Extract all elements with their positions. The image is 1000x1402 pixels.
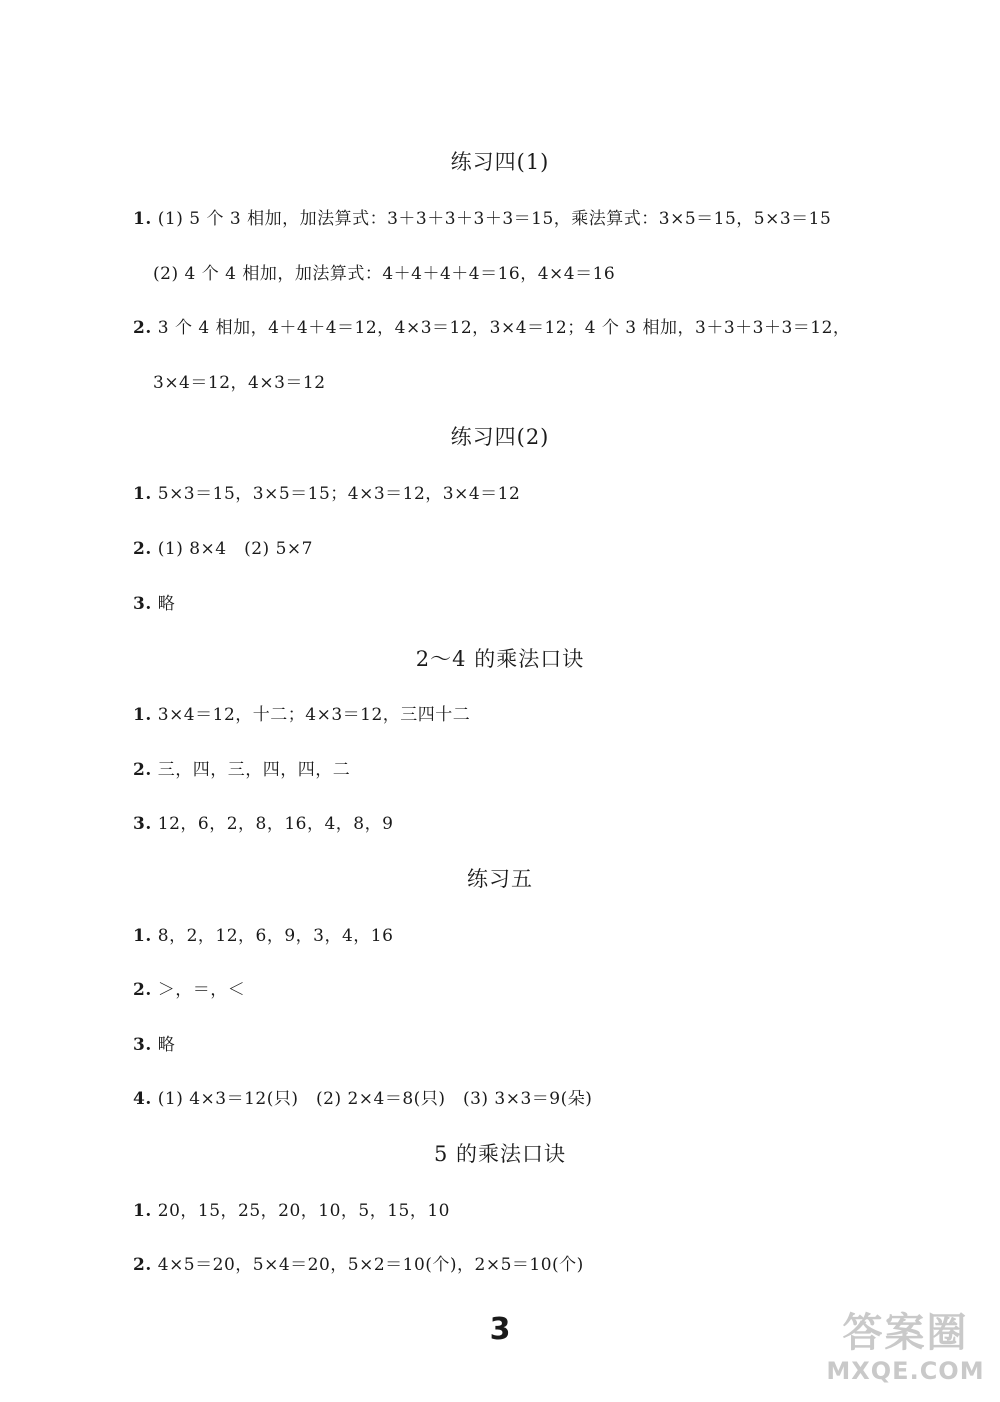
answer-text: 3×4＝12，4×3＝12: [153, 373, 326, 393]
item-number: 1.: [133, 1201, 152, 1221]
item-number: 1.: [133, 209, 152, 229]
answer-text: 三，四，三，四，四，二: [157, 760, 351, 780]
answer-line: [133, 921, 393, 946]
item-number: 2.: [133, 539, 152, 559]
watermark-url: MXQE.COM: [826, 1357, 985, 1385]
answer-line: [133, 1084, 592, 1109]
item-number: 2.: [133, 1255, 152, 1275]
answer-text: (2) 4 个 4 相加，加法算式：4＋4＋4＋4＝16，4×4＝16: [153, 264, 616, 284]
answer-line: [133, 479, 520, 504]
item-number: 2.: [133, 760, 152, 780]
answer-text: 5×3＝15，3×5＝15；4×3＝12，3×4＝12: [157, 484, 521, 504]
item-number: 1.: [133, 705, 152, 725]
section-title: 2～4 的乘法口诀: [415, 647, 585, 671]
answer-text: (1) 4×3＝12(只) (2) 2×4＝8(只) (3) 3×3＝9(朵): [157, 1089, 593, 1109]
answer-line: [133, 589, 175, 614]
item-number: 4.: [133, 1089, 152, 1109]
item-number: 3.: [133, 1035, 152, 1055]
answer-line: [133, 534, 313, 559]
section-title: 练习四(2): [450, 425, 550, 449]
answer-text: 3×4＝12，十二；4×3＝12，三四十二: [157, 705, 471, 725]
answer-line: [133, 1250, 584, 1275]
answer-text: 8，2，12，6，9，3，4，16: [157, 926, 394, 946]
answer-text: 3 个 4 相加，4＋4＋4＝12，4×3＝12，3×4＝12；4 个 3 相加，3＋3＋3＋3＝12，: [157, 318, 851, 338]
answer-line: [153, 368, 326, 393]
answer-line: [133, 1030, 175, 1055]
item-number: 2.: [133, 318, 152, 338]
item-number: 2.: [133, 980, 152, 1000]
answer-text: 4×5＝20，5×4＝20，5×2＝10(个)，2×5＝10(个): [157, 1255, 584, 1275]
item-number: 1.: [133, 926, 152, 946]
answer-text: 略: [157, 1035, 176, 1055]
answer-line: [133, 313, 850, 338]
page-number: 3: [489, 1312, 511, 1347]
answer-line: [133, 755, 350, 780]
answer-text: 20，15，25，20，10，5，15，10: [157, 1201, 450, 1221]
section-title: 练习五: [467, 867, 533, 891]
item-number: 3.: [133, 814, 152, 834]
answer-text: (1) 8×4 (2) 5×7: [157, 539, 313, 559]
watermark-text: 答案圈: [842, 1310, 969, 1356]
item-number: 1.: [133, 484, 152, 504]
answer-text: ＞，＝，＜: [157, 980, 246, 1000]
section-title: 5 的乘法口诀: [433, 1142, 567, 1166]
item-number: 3.: [133, 594, 152, 614]
answer-text: 12，6，2，8，16，4，8，9: [157, 814, 394, 834]
answer-line: [133, 809, 393, 834]
answer-text: (1) 5 个 3 相加，加法算式：3＋3＋3＋3＋3＝15，乘法算式：3×5＝15，5×3＝15: [157, 209, 832, 229]
answer-line: [133, 975, 245, 1000]
answer-text: 略: [157, 594, 176, 614]
answer-line: [133, 204, 831, 229]
answer-line: [153, 259, 615, 284]
section-title: 练习四(1): [450, 150, 550, 174]
watermark-logo: [818, 1310, 993, 1400]
answer-line: [133, 1196, 450, 1221]
answer-line: [133, 700, 470, 725]
